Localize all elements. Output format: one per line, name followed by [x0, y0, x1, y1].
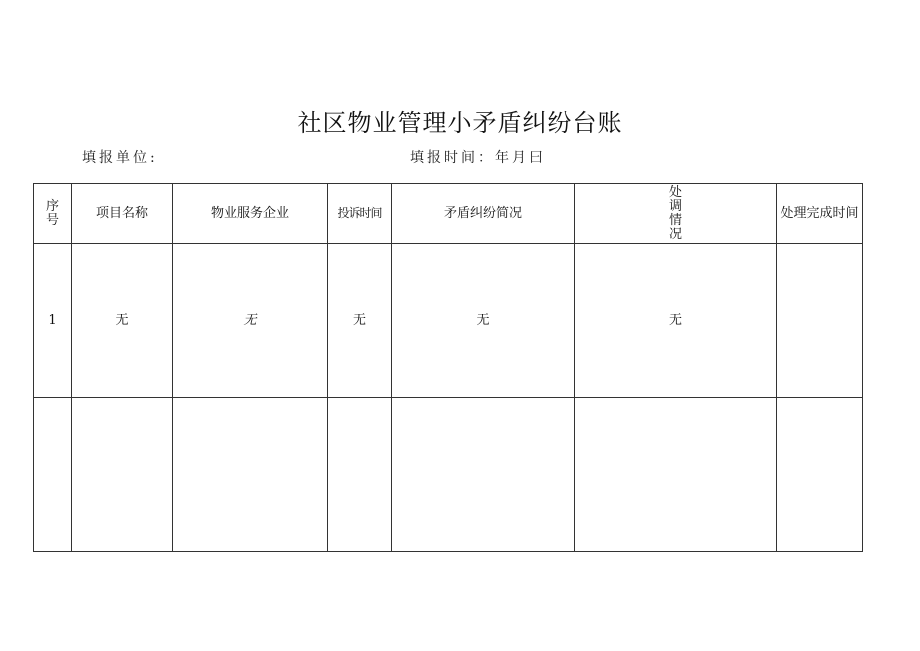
cell-dispute-summary: 无: [392, 244, 575, 398]
header-completion-time: 处理完成时间: [777, 184, 863, 244]
cell-handling-status: [575, 398, 777, 552]
header-handling-status: 处调情况: [575, 184, 777, 244]
header-project-name: 项目名称: [72, 184, 173, 244]
dispute-ledger-table: [33, 183, 863, 552]
cell-completion-time: [777, 244, 863, 398]
header-seq: 序号: [34, 184, 72, 244]
cell-seq: 1: [34, 244, 72, 398]
table-row: [34, 398, 863, 552]
table-header-row: [34, 184, 863, 244]
cell-completion-time: [777, 398, 863, 552]
fill-time-label: 填报时间：年月曰: [410, 150, 546, 166]
cell-property-company: [173, 398, 328, 552]
cell-project-name: [72, 398, 173, 552]
cell-complaint-time: [328, 398, 392, 552]
cell-property-company: 无: [173, 244, 328, 398]
table-row: [34, 244, 863, 398]
page-title: 社区物业管理小矛盾纠纷台账: [297, 109, 623, 137]
header-complaint-time: 投诉时间: [328, 184, 392, 244]
header-dispute-summary: 矛盾纠纷简况: [392, 184, 575, 244]
cell-seq: [34, 398, 72, 552]
cell-project-name: 无: [72, 244, 173, 398]
cell-handling-status: 无: [575, 244, 777, 398]
fill-unit-label: 填报单位:: [82, 150, 158, 166]
cell-complaint-time: 无: [328, 244, 392, 398]
header-property-company: 物业服务企业: [173, 184, 328, 244]
cell-dispute-summary: [392, 398, 575, 552]
